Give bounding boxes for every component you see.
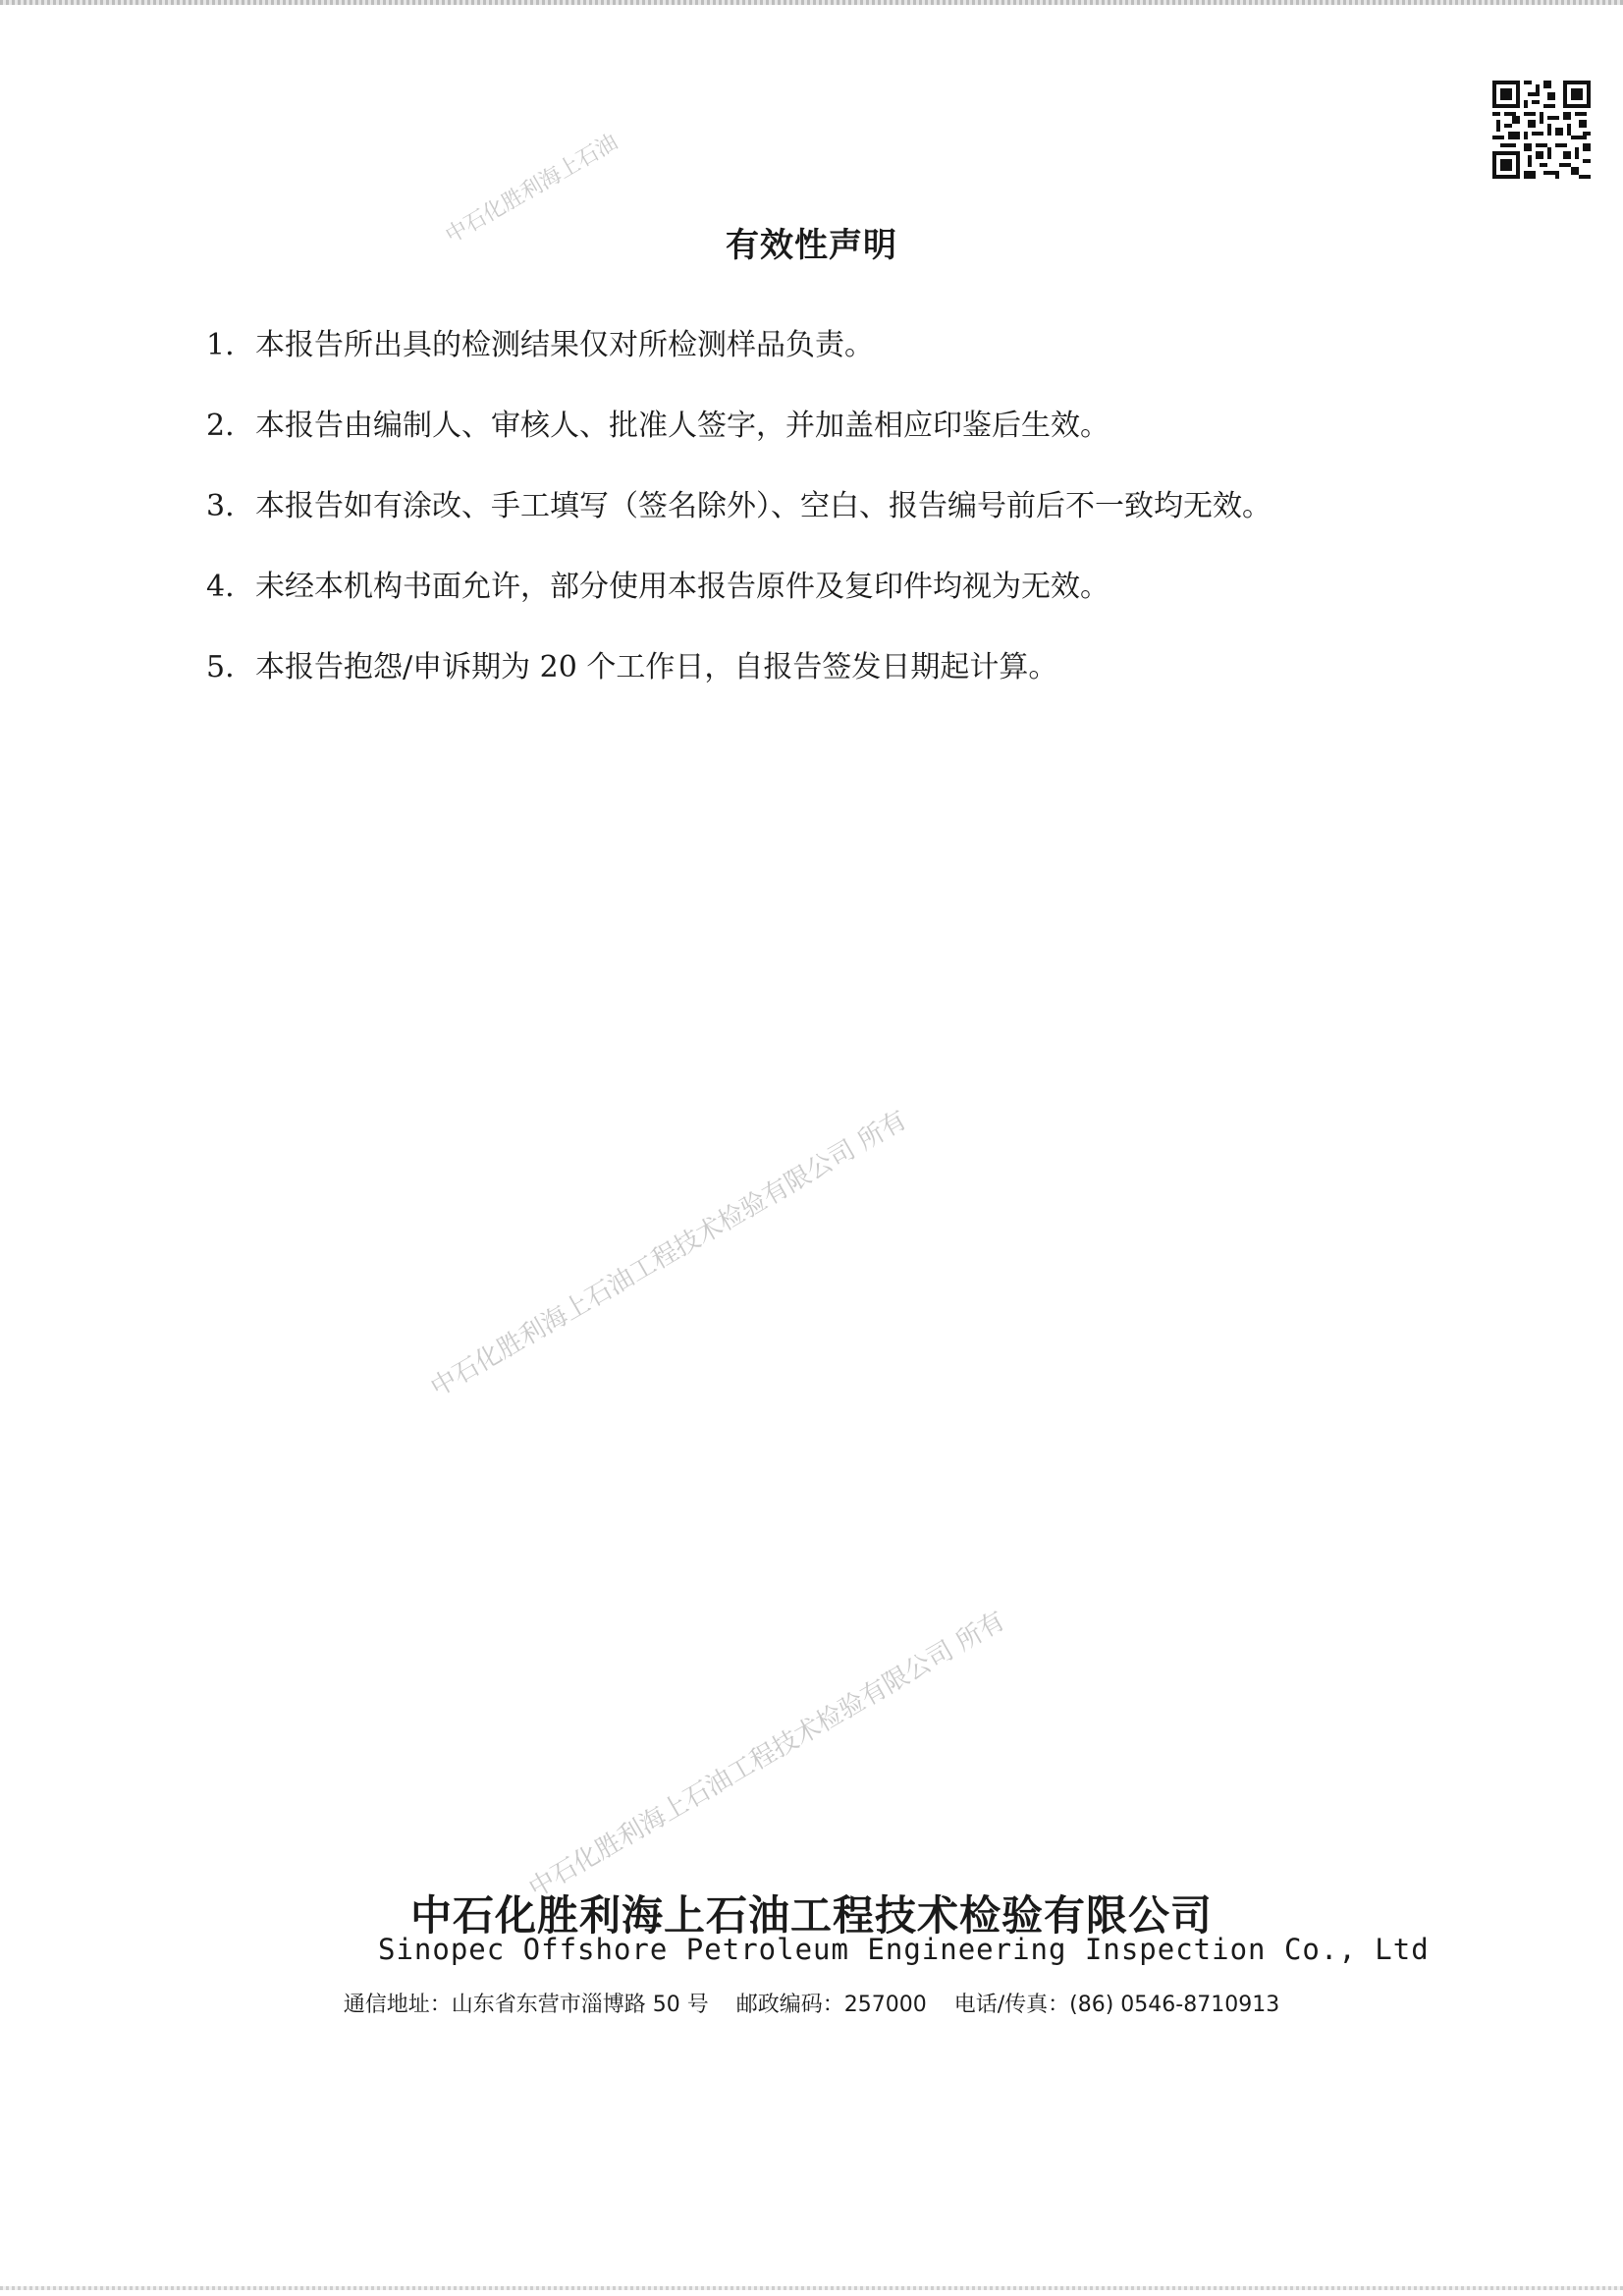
item-text: 本报告由编制人、审核人、批准人签字，并加盖相应印鉴后生效。 — [255, 409, 1109, 443]
item-number: 4. — [206, 570, 235, 604]
item-text: 本报告所出具的检测结果仅对所检测样品负责。 — [255, 328, 874, 362]
phone-fax: 电话/传真：(86) 0546-8710913 — [953, 1993, 1280, 2017]
item-text: 本报告如有涂改、手工填写（签名除外）、空白、报告编号前后不一致均无效。 — [255, 489, 1271, 523]
list-item — [206, 324, 1483, 405]
watermark: 中石化胜利海上石油 — [441, 130, 622, 249]
qr-code-icon — [1492, 81, 1591, 179]
item-number: 3. — [206, 489, 235, 523]
contact-info — [0, 1988, 1623, 2018]
item-text: 未经本机构书面允许，部分使用本报告原件及复印件均视为无效。 — [255, 570, 1109, 604]
item-number: 1. — [206, 328, 235, 362]
item-text: 本报告抱怨/申诉期为 20 个工作日，自报告签发日期起计算。 — [255, 650, 1058, 684]
company-name-cn: 中石化胜利海上石油工程技术检验有限公司 — [409, 1891, 1213, 1940]
postcode: 邮政编码：257000 — [735, 1993, 927, 2017]
scan-edge-top — [0, 0, 1623, 5]
watermark: 中石化胜利海上石油工程技术检验有限公司 所有 — [523, 1606, 1010, 1904]
list-item — [206, 646, 1483, 727]
list-item — [206, 485, 1483, 566]
list-item — [206, 405, 1483, 485]
company-name-en: Sinopec Offshore Petroleum Engineering Inspection Co., Ltd — [378, 1933, 1430, 1966]
list-item — [206, 566, 1483, 646]
scan-edge-bottom — [0, 2286, 1623, 2290]
item-number: 2. — [206, 409, 235, 443]
statement-list — [206, 324, 1483, 727]
watermark: 中石化胜利海上石油工程技术检验有限公司 所有 — [425, 1105, 912, 1403]
page-title: 有效性声明 — [726, 226, 897, 265]
item-number: 5. — [206, 650, 235, 684]
address: 通信地址：山东省东营市淄博路 50 号 — [343, 1993, 709, 2017]
